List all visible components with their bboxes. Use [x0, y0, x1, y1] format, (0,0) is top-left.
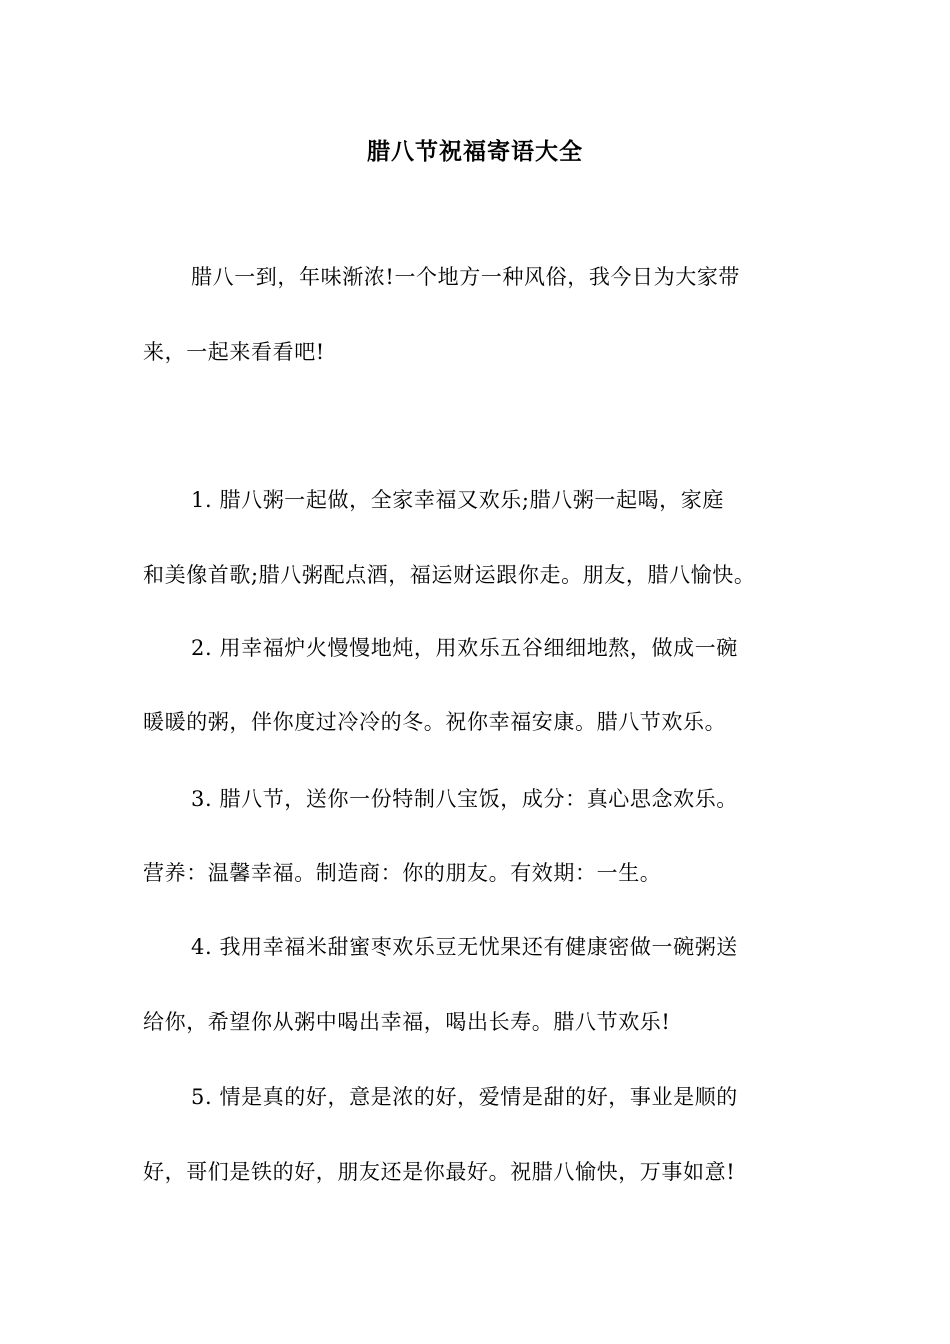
list-item-2-line-2: 暖暖的粥，伴你度过冷冷的冬。祝你幸福安康。腊八节欢乐。	[143, 710, 727, 734]
list-item-5-line-2: 好，哥们是铁的好，朋友还是你最好。祝腊八愉快，万事如意!	[143, 1160, 736, 1184]
list-item-2-line-1: 2. 用幸福炉火慢慢地炖，用欢乐五谷细细地熬，做成一碗	[191, 636, 738, 660]
list-item-5-line-1: 5. 情是真的好，意是浓的好，爱情是甜的好，事业是顺的	[191, 1085, 738, 1109]
list-item-3-line-1: 3. 腊八节，送你一份特制八宝饭，成分：真心思念欢乐。	[191, 787, 738, 811]
list-item-3-line-2: 营养：温馨幸福。制造商：你的朋友。有效期：一生。	[143, 861, 662, 885]
list-item-1-line-2: 和美像首歌;腊八粥配点酒，福运财运跟你走。朋友，腊八愉快。	[143, 563, 756, 587]
list-item-4-line-2: 给你，希望你从粥中喝出幸福，喝出长寿。腊八节欢乐!	[143, 1010, 671, 1034]
list-item-1-line-1: 1. 腊八粥一起做，全家幸福又欢乐;腊八粥一起喝，家庭	[191, 488, 724, 512]
intro-paragraph-line-2: 来，一起来看看吧!	[143, 340, 325, 364]
document-title: 腊八节祝福寄语大全	[367, 138, 583, 165]
intro-paragraph-line-1: 腊八一到，年味渐浓!一个地方一种风俗，我今日为大家带	[191, 265, 741, 289]
list-item-4-line-1: 4. 我用幸福米甜蜜枣欢乐豆无忧果还有健康密做一碗粥送	[191, 935, 738, 959]
